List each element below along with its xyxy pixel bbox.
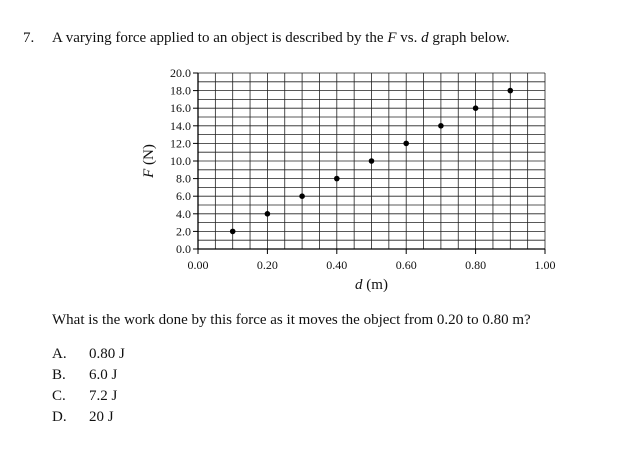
choice-text: 20 J bbox=[89, 409, 114, 425]
data-point bbox=[299, 193, 305, 199]
x-tick-label: 1.00 bbox=[534, 258, 556, 272]
data-point bbox=[508, 88, 514, 94]
choice-letter: D. bbox=[52, 409, 67, 425]
choice-text: 0.80 J bbox=[89, 346, 125, 362]
x-tick-label: 0.20 bbox=[256, 258, 278, 272]
data-point bbox=[403, 141, 409, 147]
data-point bbox=[369, 158, 375, 164]
stem-text-2: vs. bbox=[396, 30, 422, 46]
y-tick-label: 6.0 bbox=[176, 189, 191, 204]
x-axis-label bbox=[355, 277, 388, 293]
y-tick-label: 8.0 bbox=[176, 171, 191, 186]
stem-text-3: graph below. bbox=[428, 30, 510, 46]
y-tick-label: 0.0 bbox=[176, 242, 191, 256]
choice-text: 7.2 J bbox=[89, 388, 118, 404]
y-axis-label bbox=[141, 144, 157, 179]
choice-text: 6.0 J bbox=[89, 367, 118, 383]
y-tick-label: 18.0 bbox=[170, 83, 191, 98]
question-number: 7. bbox=[23, 30, 35, 46]
y-tick-label: 20.0 bbox=[170, 66, 191, 80]
choice-d[interactable] bbox=[52, 409, 114, 426]
choice-c[interactable] bbox=[52, 388, 117, 405]
y-axis-unit: (N) bbox=[141, 144, 157, 169]
stem-var-f: F bbox=[387, 30, 397, 46]
y-tick-label: 12.0 bbox=[170, 136, 191, 151]
y-tick-label: 14.0 bbox=[170, 118, 191, 133]
x-tick-label: 0.80 bbox=[465, 258, 487, 272]
y-tick-label: 16.0 bbox=[170, 101, 191, 116]
y-tick-label: 4.0 bbox=[176, 206, 191, 221]
y-axis-var: F bbox=[141, 168, 157, 178]
question-prompt: What is the work done by this force as it moves the object from 0.20 to 0.80 m? bbox=[52, 312, 531, 328]
data-point bbox=[334, 176, 340, 182]
x-tick-label: 0.40 bbox=[326, 258, 348, 272]
choice-a[interactable] bbox=[52, 346, 125, 363]
chart-tick-labels bbox=[170, 66, 556, 272]
x-axis-unit: (m) bbox=[362, 277, 388, 293]
choice-letter: A. bbox=[52, 346, 67, 362]
data-point bbox=[473, 105, 479, 111]
x-axis-var: d bbox=[355, 277, 363, 293]
choice-b[interactable] bbox=[52, 367, 117, 384]
stem-var-d: d bbox=[421, 30, 429, 46]
x-tick-label: 0.60 bbox=[395, 258, 417, 272]
choice-letter: B. bbox=[52, 367, 66, 383]
y-tick-label: 10.0 bbox=[170, 154, 191, 168]
data-point bbox=[438, 123, 444, 129]
choice-letter: C. bbox=[52, 388, 66, 404]
data-point bbox=[265, 211, 271, 217]
chart-axes bbox=[193, 73, 545, 254]
y-tick-label: 2.0 bbox=[176, 224, 191, 239]
x-tick-label: 0.00 bbox=[187, 258, 209, 272]
data-point bbox=[230, 229, 236, 235]
stem-text-1: A varying force applied to an object is described by the bbox=[52, 30, 388, 46]
